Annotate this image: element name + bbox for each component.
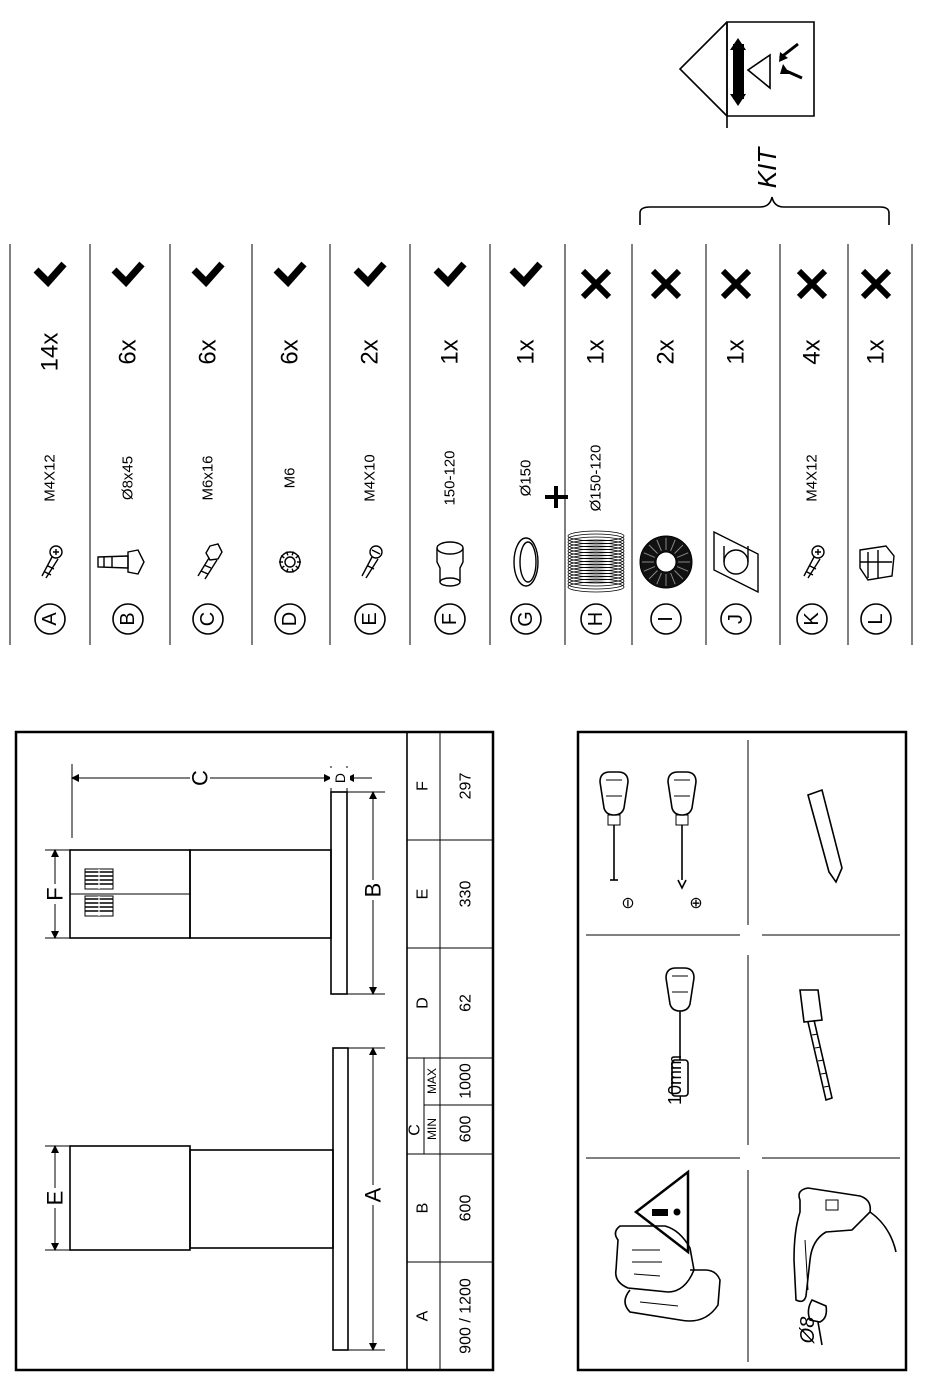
part-quantity: 1x	[436, 339, 464, 365]
hood-drawing-wide	[42, 1048, 385, 1350]
measuring-tape-icon	[800, 990, 832, 1100]
part-letter: J	[725, 614, 747, 624]
cross-mark-icon	[863, 271, 889, 297]
screwdriver-cross-icon	[668, 772, 696, 888]
carbon-filter-icon	[640, 536, 692, 588]
part-letter: C	[197, 611, 219, 627]
part-quantity: 1x	[512, 339, 540, 365]
dimension-letter-a: A	[360, 1187, 386, 1203]
table-header-d: D	[414, 997, 432, 1009]
screwdriver-flat-icon	[600, 772, 628, 880]
table-header-c: C	[406, 1124, 424, 1136]
part-spec: M4X12	[803, 454, 821, 502]
part-quantity: 4x	[798, 339, 826, 365]
table-value-a: 900 / 1200	[457, 1278, 475, 1354]
dimension-letter-c: C	[187, 770, 213, 786]
part-quantity: 1x	[722, 339, 750, 365]
part-spec: M6	[281, 467, 299, 489]
part-quantity: 6x	[276, 339, 304, 365]
part-row-d	[275, 264, 305, 634]
part-quantity: 1x	[582, 339, 610, 365]
flex-duct-icon	[568, 531, 624, 592]
part-row-i	[640, 271, 692, 634]
part-spec: Ø8x45	[119, 455, 137, 501]
dimension-diagram	[16, 732, 493, 1370]
dimension-table	[407, 732, 494, 1370]
part-quantity: 14x	[36, 332, 64, 372]
part-spec: 150-120	[441, 450, 459, 506]
part-quantity: 1x	[862, 339, 890, 365]
deflector-icon	[714, 532, 758, 592]
warning-triangle-icon	[636, 1172, 688, 1252]
part-letter: K	[801, 612, 823, 626]
part-row-k	[797, 271, 827, 634]
part-spec: M4X10	[361, 454, 379, 502]
vent-grille-icon	[85, 869, 113, 916]
table-value-b: 600	[457, 1194, 475, 1222]
washer-icon	[279, 552, 301, 573]
part-quantity: 2x	[356, 339, 384, 365]
table-header-a: A	[414, 1310, 432, 1322]
part-row-h	[568, 271, 624, 634]
check-mark-icon	[356, 264, 384, 282]
part-spec: Ø150-120	[587, 444, 605, 512]
dimension-letter-f: F	[42, 887, 68, 901]
check-mark-icon	[114, 264, 142, 282]
kit-brace	[640, 146, 889, 225]
table-header-c-max: MAX	[425, 1067, 439, 1095]
table-header-c-min: MIN	[425, 1118, 439, 1140]
flange-icon	[514, 538, 538, 586]
safety-gloves-icon	[615, 1226, 720, 1321]
part-row-j	[714, 271, 758, 634]
part-quantity: 6x	[114, 339, 142, 365]
part-letter: H	[585, 611, 607, 627]
part-letter: F	[439, 612, 461, 626]
drill-label: Ø8	[797, 1316, 819, 1344]
drawing-labels	[43, 768, 386, 1208]
part-quantity: 2x	[652, 339, 680, 365]
check-mark-icon	[512, 264, 540, 282]
screw-slot-icon	[362, 546, 382, 578]
reducer-icon	[437, 542, 463, 586]
screw-cross-icon	[42, 546, 62, 578]
bracket-clip-icon	[860, 546, 894, 580]
check-mark-icon	[276, 264, 304, 282]
part-letter: I	[655, 616, 677, 622]
part-spec: Ø150	[517, 459, 535, 497]
part-spec: M4X12	[41, 454, 59, 502]
hood-drawing-narrow	[42, 764, 385, 994]
part-quantity: 6x	[194, 339, 222, 365]
table-value-c-max: 1000	[457, 1063, 475, 1099]
part-row-a	[35, 264, 65, 634]
screwdriver-flat-symbol: ⊖	[620, 896, 637, 910]
part-row-g	[511, 264, 541, 634]
check-mark-icon	[436, 264, 464, 282]
pencil-icon	[808, 790, 842, 882]
cross-mark-icon	[799, 271, 825, 297]
part-row-c	[193, 264, 223, 634]
kit-house-icon	[680, 22, 814, 128]
parts-list	[10, 244, 912, 645]
cross-mark-icon	[723, 271, 749, 297]
part-letter: B	[117, 612, 139, 626]
dimension-letter-b: B	[360, 882, 386, 898]
screw-cross-icon	[804, 546, 824, 578]
table-header-b: B	[414, 1202, 432, 1214]
kit-label: KIT	[752, 147, 782, 189]
cross-mark-icon	[583, 271, 609, 297]
cross-mark-icon	[653, 271, 679, 297]
part-spec: M6x16	[199, 455, 217, 501]
part-letter: D	[279, 611, 301, 627]
part-letter: G	[515, 611, 537, 627]
table-value-e: 330	[457, 880, 475, 908]
table-value-c-min: 600	[457, 1115, 475, 1143]
check-mark-icon	[36, 264, 64, 282]
wrench-label: 10mm	[665, 1054, 685, 1106]
part-letter: L	[865, 613, 887, 625]
part-row-f	[435, 264, 465, 634]
dimension-letter-d: D	[332, 772, 348, 784]
part-row-l	[860, 271, 894, 634]
part-row-e	[355, 264, 385, 634]
tools-panel	[578, 732, 906, 1370]
hex-bolt-icon	[198, 544, 222, 579]
table-value-f: 297	[457, 772, 475, 800]
table-value-d: 62	[457, 994, 475, 1012]
check-mark-icon	[194, 264, 222, 282]
screwdriver-cross-symbol: ⊕	[688, 896, 705, 910]
dimension-letter-e: E	[42, 1190, 68, 1206]
table-header-f: F	[414, 781, 432, 791]
part-letter: E	[359, 612, 381, 626]
table-header-e: E	[414, 888, 432, 900]
wall-anchor-icon	[98, 550, 144, 574]
part-letter: A	[39, 612, 61, 626]
part-row-b	[98, 264, 144, 634]
